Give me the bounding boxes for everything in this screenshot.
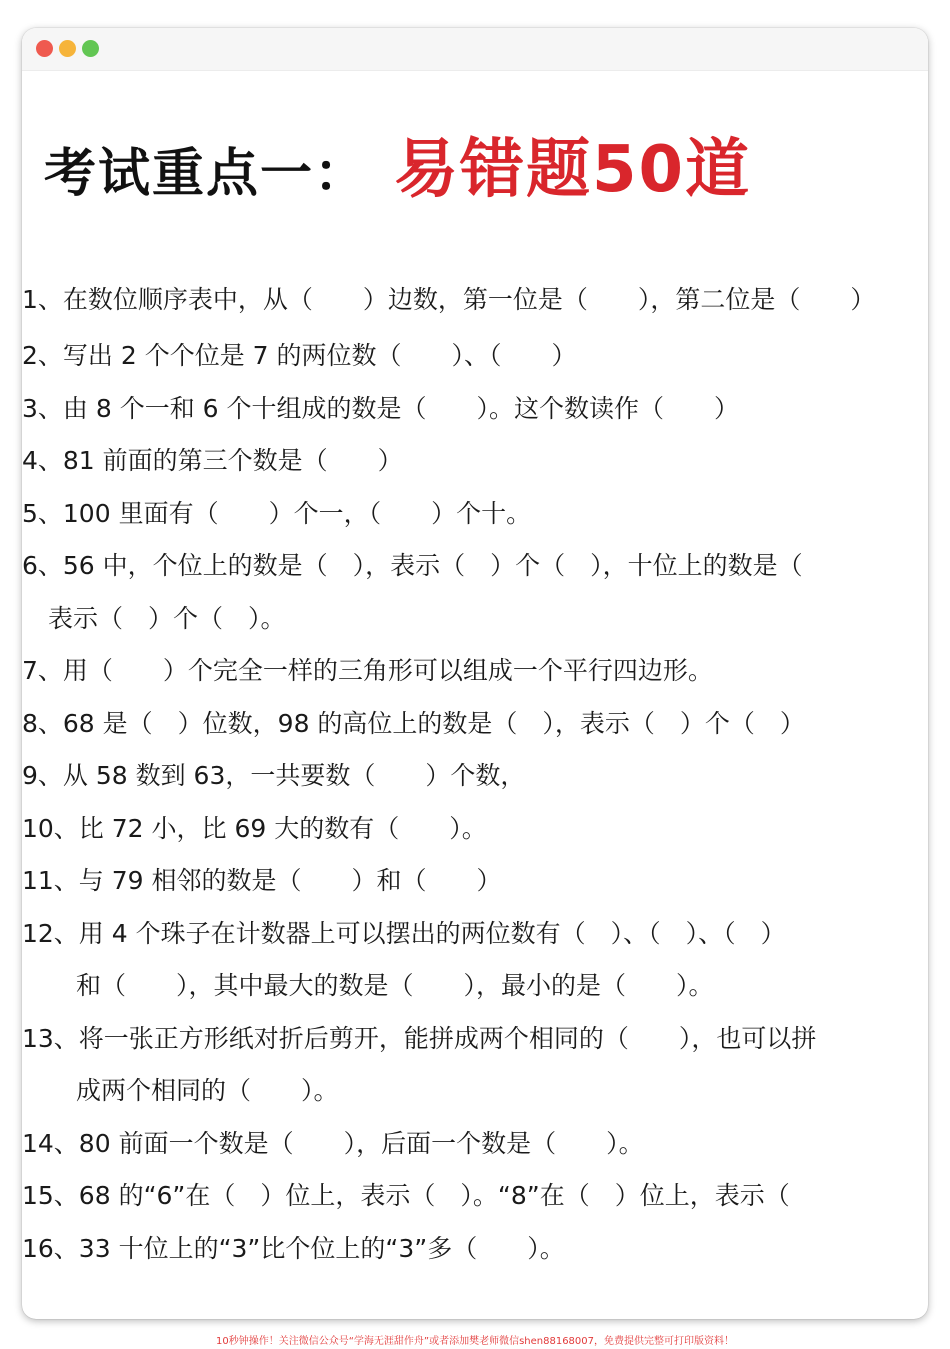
question-line: 10、比 72 小，比 69 大的数有（ ）。 [22,813,487,843]
question-line: 表示（ ）个（ ）。 [48,603,286,633]
question-list [22,270,912,1275]
title-highlight: 易错题50道 [394,133,752,207]
minimize-window-button[interactable] [59,40,76,57]
question-line: 7、用（ ）个完全一样的三角形可以组成一个平行四边形。 [22,656,713,685]
question-line: 12、用 4 个珠子在计数器上可以摆出的两位数有（ ）、（ ）、（ ） [22,918,786,948]
page-title [44,118,751,210]
question-line: 2、写出 2 个个位是 7 的两位数（ ）、（ ） [22,341,577,370]
question-line: 11、与 79 相邻的数是（ ）和（ ） [22,866,502,895]
question-line: 15、68 的“6”在（ ）位上，表示（ ）。“8”在（ ）位上，表示（ [22,1181,790,1210]
question-line: 9、从 58 数到 63，一共要数（ ）个数， [22,761,526,790]
question-line: 14、80 前面一个数是（ ），后面一个数是（ ）。 [22,1128,644,1158]
question-line: 16、33 十位上的“3”比个位上的“3”多（ ）。 [22,1233,565,1263]
footer-note: 10秒钟操作！关注微信公众号“学海无涯甜作舟”或者添加樊老师微信shen88168007，免费提供完整可打印版资料！ [215,1336,735,1347]
question-line: 成两个相同的（ ）。 [76,1076,339,1105]
question-line: 8、68 是（ ）位数，98 的高位上的数是（ ），表示（ ）个（ ） [22,708,805,738]
question-line: 13、将一张正方形纸对折后剪开，能拼成两个相同的（ ），也可以拼 [22,1023,817,1053]
question-line: 4、81 前面的第三个数是（ ） [22,446,403,475]
title-prefix: 考试重点一： [44,144,369,204]
window-titlebar [22,28,928,71]
question-line: 6、56 中，个位上的数是（ ），表示（ ）个（ ），十位上的数是（ [22,551,803,580]
question-line: 和（ ），其中最大的数是（ ），最小的是（ ）。 [76,971,714,1000]
maximize-window-button[interactable] [82,40,99,57]
question-line: 1、在数位顺序表中，从（ ）边数，第一位是（ ），第二位是（ ） [22,285,876,314]
close-window-button[interactable] [36,40,53,57]
question-line: 3、由 8 个一和 6 个十组成的数是（ ）。这个数读作（ ） [22,393,740,423]
question-line: 5、100 里面有（ ）个一，（ ）个十。 [22,498,532,528]
